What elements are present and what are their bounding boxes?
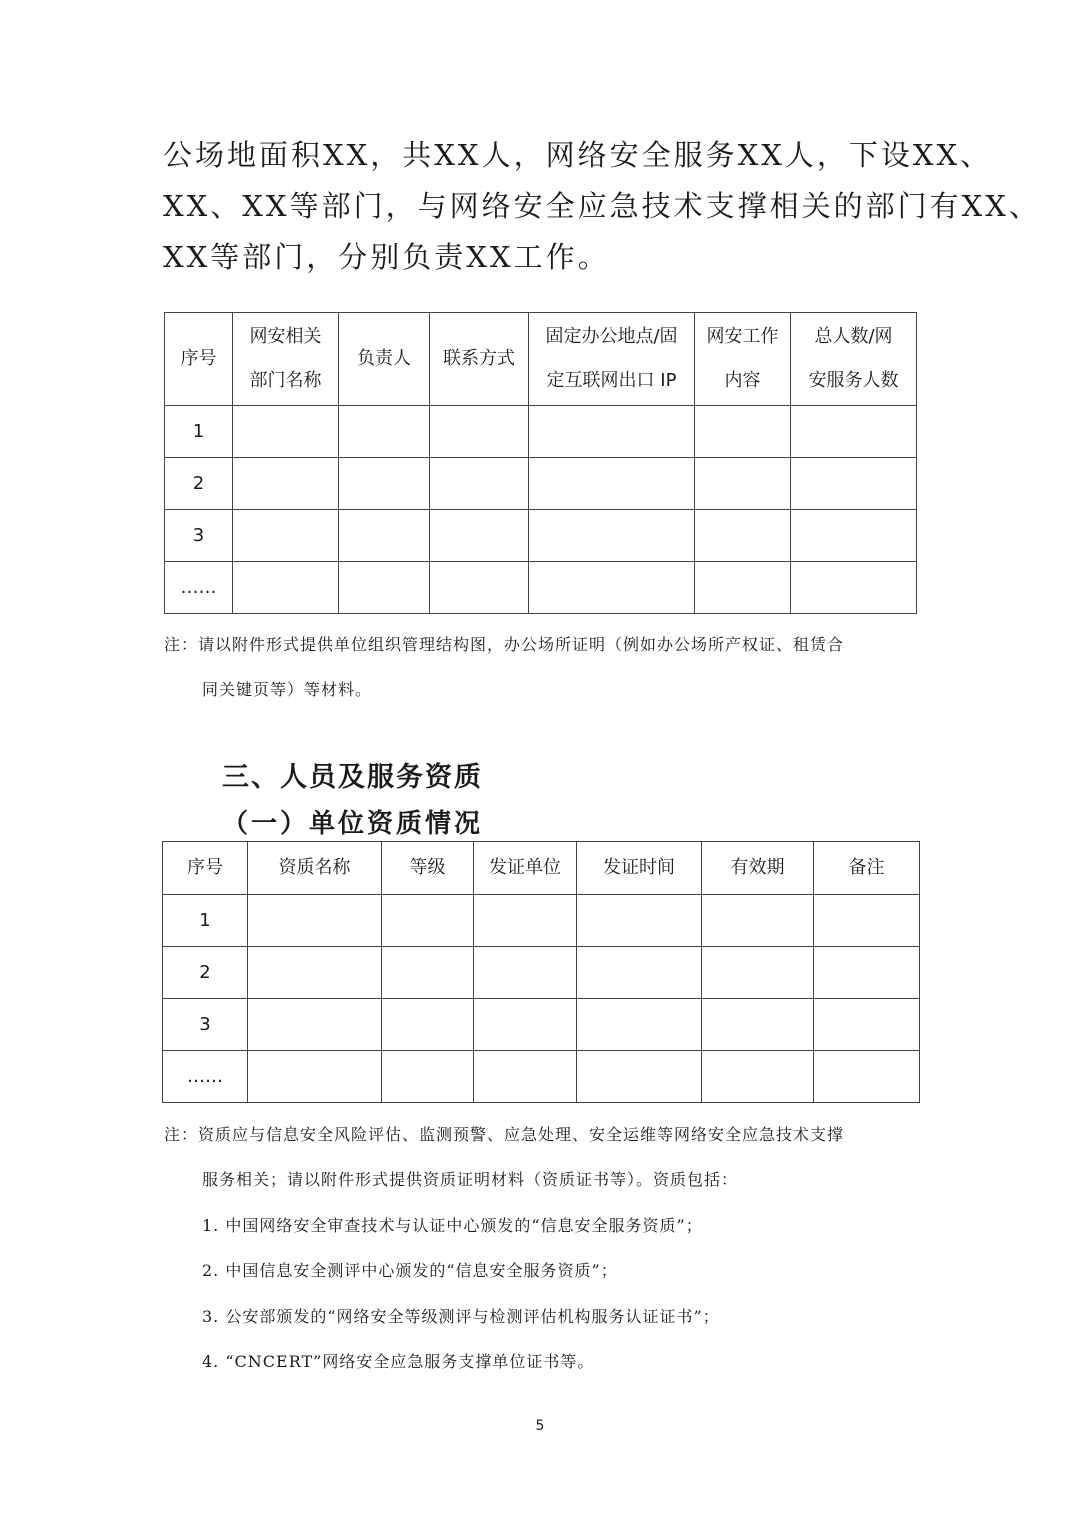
- table-row: [163, 999, 920, 1051]
- table-cell: [339, 458, 430, 510]
- table-row: [165, 510, 917, 562]
- header-cell-issue-date: 发证时间: [577, 842, 702, 895]
- table-cell: [814, 999, 920, 1051]
- page-number: 5: [535, 1418, 545, 1434]
- table-cell: [695, 458, 791, 510]
- table-cell: [430, 562, 529, 614]
- header-cell-work-content: 网安工作 内容: [695, 313, 791, 406]
- header-cell-owner: 负责人: [339, 313, 430, 406]
- table-cell: [702, 1051, 814, 1103]
- header-cell-dept-name: 网安相关 部门名称: [233, 313, 339, 406]
- table-cell: [791, 510, 917, 562]
- intro-line: XX、XX等部门，与网络安全应急技术支撑相关的部门有XX、: [163, 189, 1041, 223]
- row-index-cell: 2: [165, 458, 233, 510]
- table-cell: [577, 999, 702, 1051]
- table-cell: [474, 999, 577, 1051]
- subsection-title: （一）单位资质情况: [222, 809, 484, 839]
- table-cell: [529, 458, 695, 510]
- header-cell-qual-name: 资质名称: [248, 842, 382, 895]
- table-cell: [791, 406, 917, 458]
- table-cell: [430, 510, 529, 562]
- table-cell: [529, 406, 695, 458]
- table-cell: [702, 895, 814, 947]
- row-index-cell: 3: [165, 510, 233, 562]
- header-cell-remarks: 备注: [814, 842, 920, 895]
- table-cell: [430, 406, 529, 458]
- header-cell-level: 等级: [382, 842, 474, 895]
- row-index-cell: ……: [163, 1051, 248, 1103]
- note2-line2: 服务相关；请以附件形式提供资质证明材料（资质证书等）。资质包括：: [202, 1170, 739, 1189]
- table-cell: [233, 406, 339, 458]
- table-row: [165, 406, 917, 458]
- table-header-row: [163, 842, 920, 895]
- table-cell: [248, 1051, 382, 1103]
- table-cell: [339, 562, 430, 614]
- table-cell: [474, 947, 577, 999]
- table-cell: [695, 510, 791, 562]
- section-title: 三、人员及服务资质: [222, 762, 483, 793]
- table-cell: [814, 895, 920, 947]
- header-cell-index: 序号: [163, 842, 248, 895]
- table-cell: [430, 458, 529, 510]
- note2-item: 2. 中国信息安全测评中心颁发的“信息安全服务资质”；: [202, 1261, 618, 1280]
- row-index-cell: 1: [165, 406, 233, 458]
- row-index-cell: 2: [163, 947, 248, 999]
- table-cell: [474, 895, 577, 947]
- header-cell-validity: 有效期: [702, 842, 814, 895]
- header-cell-index: 序号: [165, 313, 233, 406]
- table-cell: [248, 947, 382, 999]
- table-cell: [248, 999, 382, 1051]
- note1-line2: 同关键页等）等材料。: [202, 680, 373, 699]
- table-cell: [474, 1051, 577, 1103]
- table-cell: [339, 510, 430, 562]
- table-cell: [814, 1051, 920, 1103]
- table-row: [163, 947, 920, 999]
- table-cell: [791, 562, 917, 614]
- intro-line: 公场地面积XX，共XX人，网络安全服务XX人，下设XX、: [163, 138, 993, 172]
- table-row: [163, 895, 920, 947]
- intro-line: XX等部门，分别负责XX工作。: [163, 240, 610, 274]
- note2-line1: 注：资质应与信息安全风险评估、监测预警、应急处理、安全运维等网络安全应急技术支撑: [164, 1125, 845, 1144]
- table-cell: [791, 458, 917, 510]
- table-row: [165, 458, 917, 510]
- table-row: [165, 562, 917, 614]
- table-cell: [695, 406, 791, 458]
- table-cell: [382, 999, 474, 1051]
- table-cell: [248, 895, 382, 947]
- table-cell: [233, 458, 339, 510]
- intro-paragraph: [163, 130, 1041, 283]
- note2-item: 1. 中国网络安全审查技术与认证中心颁发的“信息安全服务资质”；: [202, 1216, 703, 1235]
- table-cell: [382, 1051, 474, 1103]
- table-cell: [577, 1051, 702, 1103]
- table-cell: [577, 947, 702, 999]
- table-cell: [382, 947, 474, 999]
- header-cell-office-ip: 固定办公地点/固 定互联网出口 IP: [529, 313, 695, 406]
- table-cell: [529, 510, 695, 562]
- qualification-table: [162, 841, 920, 1103]
- table-cell: [695, 562, 791, 614]
- note2-item: 4. “CNCERT”网络安全应急服务支撑单位证书等。: [202, 1352, 595, 1371]
- table-cell: [702, 999, 814, 1051]
- department-table: [164, 312, 917, 614]
- row-index-cell: ……: [165, 562, 233, 614]
- table-cell: [577, 895, 702, 947]
- header-cell-contact: 联系方式: [430, 313, 529, 406]
- table-row: [163, 1051, 920, 1103]
- table-cell: [382, 895, 474, 947]
- row-index-cell: 3: [163, 999, 248, 1051]
- header-cell-issuer: 发证单位: [474, 842, 577, 895]
- table-header-row: [165, 313, 917, 406]
- note1-line1: 注：请以附件形式提供单位组织管理结构图，办公场所证明（例如办公场所产权证、租赁合: [164, 635, 845, 654]
- table-cell: [702, 947, 814, 999]
- table-cell: [529, 562, 695, 614]
- row-index-cell: 1: [163, 895, 248, 947]
- table-cell: [233, 510, 339, 562]
- table-cell: [233, 562, 339, 614]
- note2-item: 3. 公安部颁发的“网络安全等级测评与检测评估机构服务认证证书”；: [202, 1307, 720, 1326]
- header-cell-headcount: 总人数/网 安服务人数: [791, 313, 917, 406]
- table-cell: [339, 406, 430, 458]
- table-cell: [814, 947, 920, 999]
